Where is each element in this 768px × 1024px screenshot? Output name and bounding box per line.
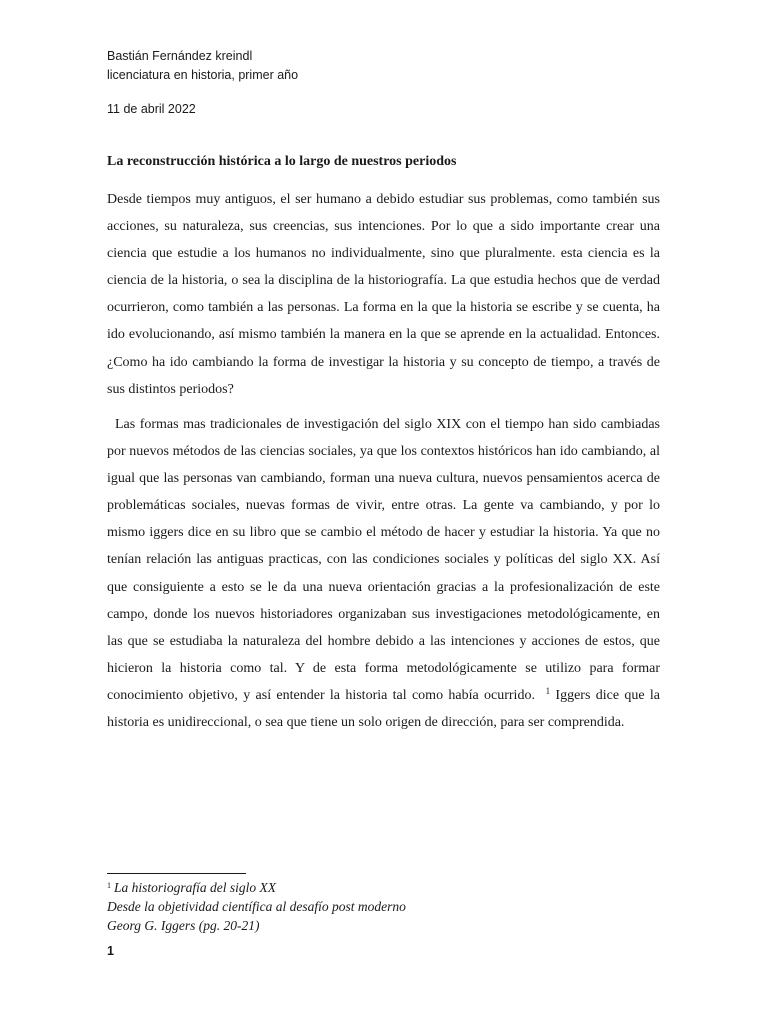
footnote-marker: 1 <box>107 881 111 890</box>
course-info: licenciatura en historia, primer año <box>107 68 299 82</box>
footnote-line-1 <box>107 876 667 897</box>
footnote-reference[interactable]: 1 <box>545 685 551 696</box>
footnote-separator <box>107 873 246 874</box>
footnote <box>107 876 667 935</box>
document-header <box>107 47 667 85</box>
footnote-line-3: Georg G. Iggers (pg. 20-21) <box>107 918 260 933</box>
paragraph-2-text-a: Las formas mas tradicionales de investigación del siglo XIX con el tiempo han sido cambiadas por nuevos métodos de las ciencias sociales, ya que los contextos históricos han ido cambiando, al igual que las personas van cambiando, forman una nueva cultura, nuevos pensamientos acerca de problemáticas sociales, nuevas formas de vivir, entre otras. La gente va cambiando, y por lo mismo iggers dice en su libro que se cambio el método de hacer y estudiar la historia. Ya que no tenían relación las antiguas practicas, con las condiciones sociales y políticas del siglo XX. Así que consiguiente a esto se le da una nueva orientación gracias a la profesionalización de este campo, donde los nuevos historiadores organizaban sus investigaciones metodológicamente, en las que se estudiaba la naturaleza del hombre debido a las intenciones y acciones de estos, que hicieron la historia como tal. Y de esta forma metodológicamente se utilizo para formar conocimiento objetivo, y así entender la historia tal como había ocurrido. <box>107 417 660 703</box>
footnote-source-title: La historiografía del siglo XX <box>114 880 277 895</box>
author-name: Bastián Fernández kreindl <box>107 49 253 63</box>
page-number: 1 <box>107 944 114 958</box>
paragraph-1: Desde tiempos muy antiguos, el ser humano a debido estudiar sus problemas, como también sus acciones, su naturaleza, sus creencias, sus intenciones. Por lo que a sido importante crear una ciencia que estudie a los humanos no individualmente, sino que pluralmente. esta ciencia es la ciencia de la historia, o sea la disciplina de la historiografía. La que estudia hechos que de verdad ocurrieron, como también a las personas. La forma en la que la historia se escribe y se cuenta, ha ido evolucionando, así mismo también la manera en la que se aprende en la actualidad. Entonces. ¿Como ha ido cambiando la forma de investigar la historia y su concepto de tiempo, a través de sus distintos periodos? <box>107 192 660 397</box>
document-date: 11 de abril 2022 <box>107 102 196 116</box>
essay-title: La reconstrucción histórica a lo largo de nuestros periodos <box>107 154 457 169</box>
paragraph-2 <box>107 411 660 736</box>
paragraph-2-text-b: Iggers dice que la historia es unidireccional, o sea que tiene un solo origen de dirección, para ser comprendida. <box>107 687 660 731</box>
footnote-line-2: Desde la objetividad científica al desafío post moderno <box>107 899 406 914</box>
